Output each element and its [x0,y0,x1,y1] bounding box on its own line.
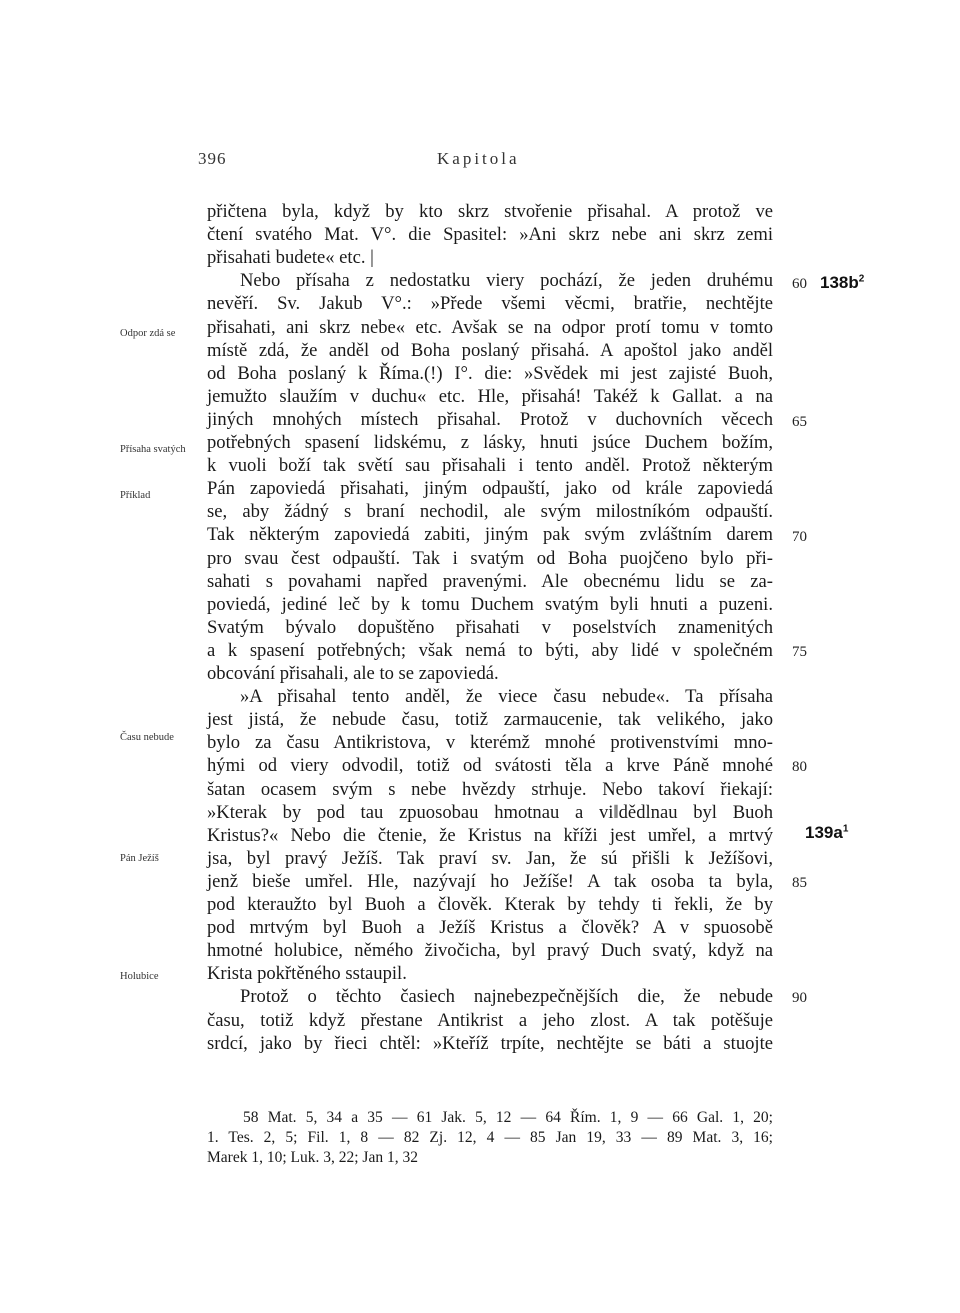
text-line: poviedá, jediné leč by k tomu Duchem svatým byli hnuti a puzeni. [207,593,773,615]
footnote-line: Marek 1, 10; Luk. 3, 22; Jan 1, 32 [207,1149,418,1166]
margin-note-odpor: Odpor zdá se [120,328,176,339]
text-line: bylo za času Antikristova, v kterémž mnohé protivenstvími mno- [207,732,773,754]
line-number-80: 80 [792,759,807,775]
text-line: Pán zapoviedá přisahati, jiným odpauští, jako od krále zapoviedá [207,478,773,500]
text-line: Nebo přísaha z nedostatku viery pochází, že jeden druhému [240,270,773,292]
text-line: nevěří. Sv. Jakub V°.: »Přede všemi věcmi, bratřie, nechtějte [207,293,773,315]
line-number-65: 65 [792,414,807,430]
text-line: Protož o těchto časiech najnebezpečnějších die, že nebude [240,986,773,1008]
text-line: přisahati, ani skrz nebe« etc. Avšak se na odpor protí tomu v tomto [207,316,773,338]
text-line: srdcí, jako by řieci chtěl: »Kteříž trpíte, nechtějte se báti a stuojte [207,1032,773,1054]
text-line: sahati s povahami napřed pravenými. Ale obecnému lidu se za- [207,570,773,592]
text-line: pro svau čest odpauští. Tak i svatým od Boha puojčeno bylo při- [207,547,773,569]
text-line: čtení svatého Mat. V°. die Spasitel: »Ani skrz nebe ani skrz zemi [207,224,773,246]
line-number-90: 90 [792,990,807,1006]
text-line: pod kteraužto byl Buoh a člověk. Kterak by tehdy ti řekli, že by [207,894,773,915]
text-line: času, totiž když přestane Antikrist a jeho zlost. A tak potěšuje [207,1009,773,1031]
margin-note-casu-nebude: Času nebude [120,732,174,743]
text-line: jiných mnohých místech přisahal. Protož v duchovních věcech [207,408,773,430]
text-line: »A přisahal tento anděl, že viece času nebude«. Ta přísaha [240,686,773,708]
line-number-60: 60 [792,276,807,292]
margin-note-holubice: Holubice [120,971,159,982]
text-line: se, aby žádný s braní nechodil, ale svým milostníkóm odpauští. [207,501,773,523]
line-number-75: 75 [792,644,807,660]
page-number: 396 [198,149,227,168]
manuscript-ref-138b: $138b^2$ [820,273,865,292]
text-line: Tak některým zapoviedá zabiti, jiným pak svým zvláštním darem [207,524,773,546]
page-header [0,149,960,173]
text-line: přisahati budete« etc. | [207,247,374,269]
text-line: jsa, byl pravý Ježíš. Tak praví sv. Jan, že sú přišli k Ježíšovi, [207,847,773,869]
margin-note-priklad: Příklad [120,490,151,501]
text-line: místě zdá, že anděl od Boha poslaný přisahá. A apoštol jako anděl [207,339,773,361]
text-line: »Kterak by pod tau zpuosobau hmotnau a vi‖dědlnau byl Buoh [207,801,773,823]
text-line: od Boha poslaný k Říma.(!) I°. die: »Svědek mi jest zajisté Buoh, [207,362,773,384]
text-line: Krista pokřtěného sstaupil. [207,963,407,985]
text-line: hými od viery odvodil, totiž od svátosti těla a krve Páně mnohé [207,755,773,777]
line-number-85: 85 [792,875,807,891]
text-line: přičtena byla, když by kto skrz stvořenie přisahal. A protož ve [207,201,773,222]
line-number-70: 70 [792,529,807,545]
running-head: Kapitola [437,149,520,168]
text-line: jemužto slaužím v duchu« etc. Hle, přisahá! Takéž k Gallat. a na [207,385,773,407]
footnote-line: 1. Tes. 2, 5; Fil. 1, 8 — 82 Zj. 12, 4 — 85 Jan 19, 33 — 89 Mat. 3, 16; [207,1129,773,1146]
margin-note-pan-jezis: Pán Ježíš [120,853,159,864]
text-line: a k spasení potřebných; však nemá to býti, aby lidé v společném [207,639,773,661]
text-line: Kristus?« Nebo die čtenie, že Kristus na kříži jest umřel, a mrtvý [207,824,773,846]
text-line: pod mrtvým byl Buoh a Ježíš Kristus a člověk? A v spuosobě [207,917,773,939]
text-line: jenž bieše umřel. Hle, nazývají ho Ježíše! A tak osoba ta byla, [207,870,773,892]
text-line: šatan ocasem svým s nebe hvězdy strhuje. Nebo takoví řiekají: [207,778,773,800]
footnote-line: 58 Mat. 5, 34 a 35 — 61 Jak. 5, 12 — 64 Řím. 1, 9 — 66 Gal. 1, 20; [243,1109,773,1126]
text-line: jest jistá, že nebude času, totiž zarmaucenie, tak velikého, jako [207,709,773,731]
text-line: obcování přisahali, ale to se zapoviedá. [207,663,499,684]
text-line: Svatým bývalo dopuštěno přisahati v poselstvích znamenitých [207,616,773,638]
text-line: potřebných spasení lidskému, z lásky, hnuti jsúce Duchem božím, [207,432,773,453]
text-line: hmotné holubice, němého živočicha, byl pravý Duch svatý, když na [207,940,773,962]
manuscript-ref-139a: $139a^1$ [805,823,849,842]
margin-note-prisaha-svatych: Přísaha svatých [120,444,186,455]
text-line: k vuoli boží tak světí sau přisahali i tento anděl. Protož některým [207,455,773,477]
